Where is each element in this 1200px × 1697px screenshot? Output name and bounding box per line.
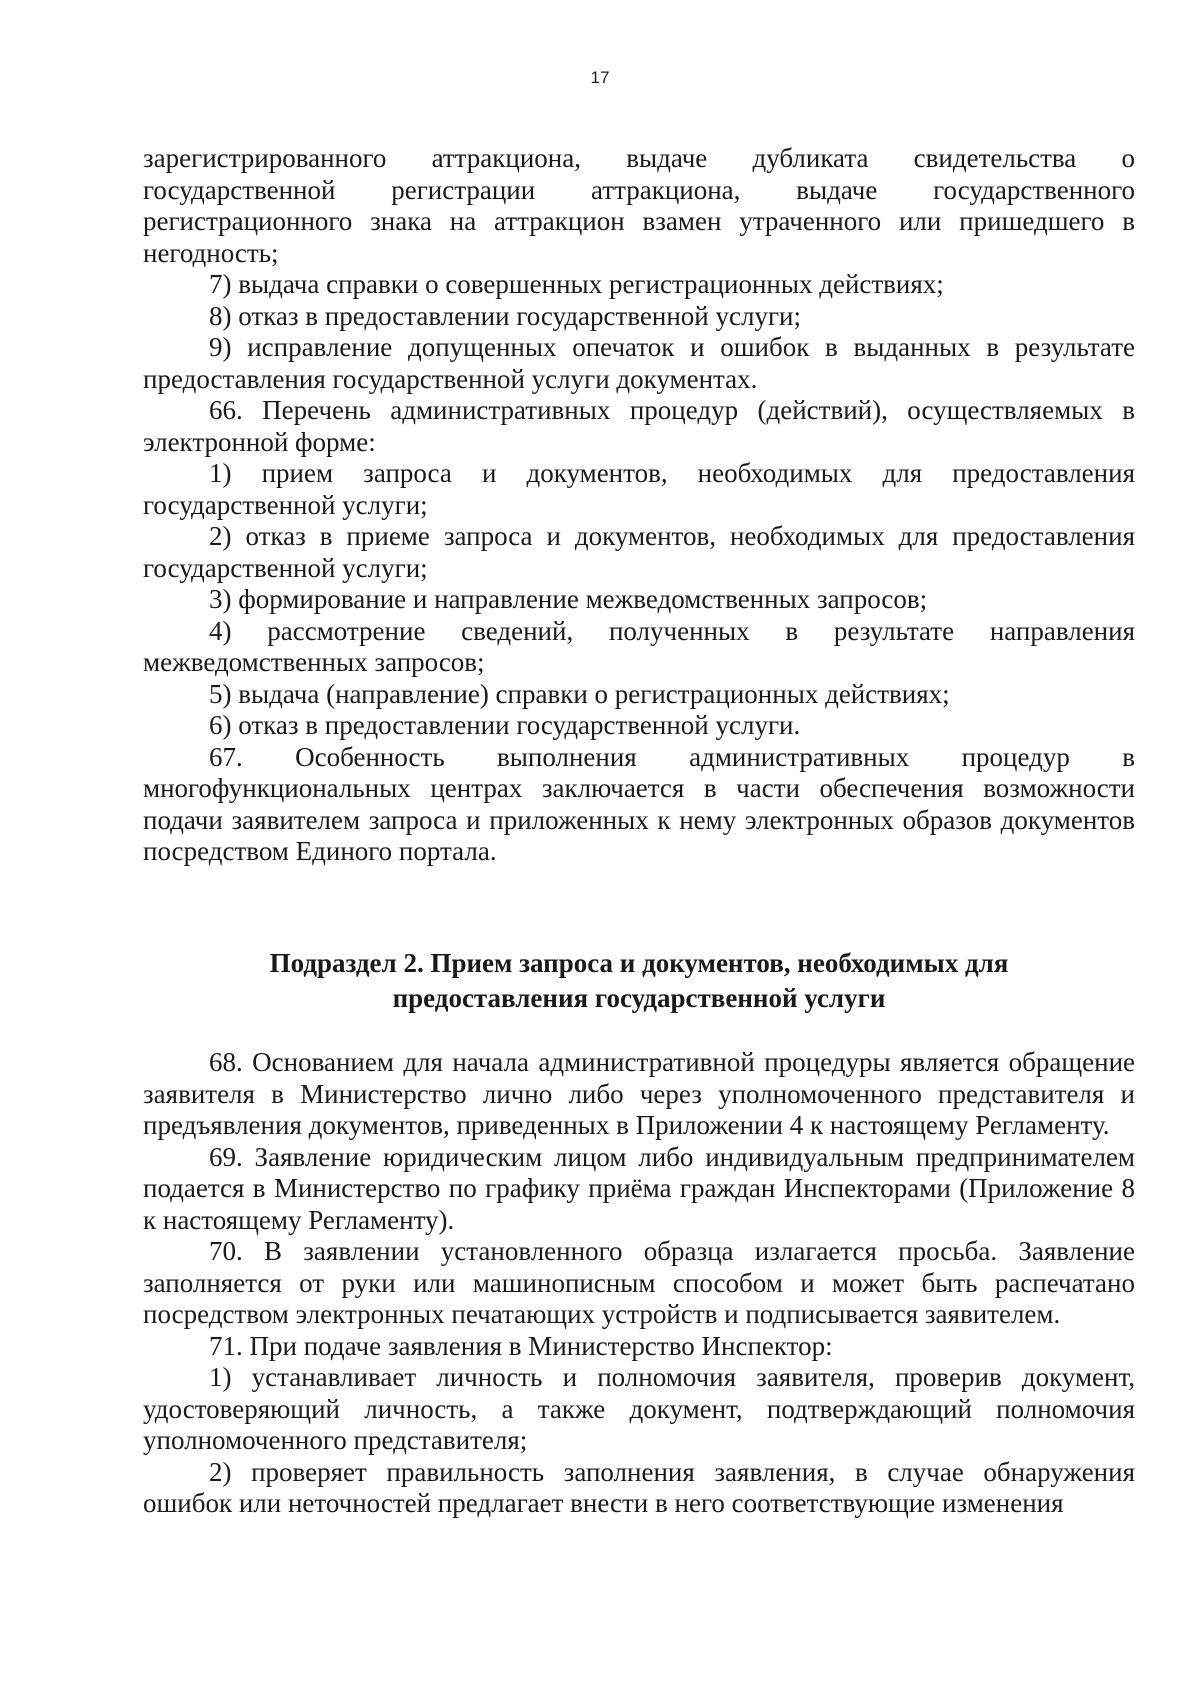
list-item-4: 4) рассмотрение сведений, полученных в результате направления межведомственных запросов; [143, 615, 1135, 677]
list-item-71-2: 2) проверяет правильность заполнения заявления, в случае обнаружения ошибок или неточностей предлагает внести в него соответствующие изменения [143, 1456, 1135, 1518]
paragraph-69: 69. Заявление юридическим лицом либо индивидуальным предпринимателем подается в Министерство по графику приёма граждан Инспекторами (Приложение 8 к настоящему Регламенту). [143, 1141, 1135, 1235]
list-item-8: 8) отказ в предоставлении государственной услуги; [209, 300, 801, 331]
subsection-heading [143, 946, 1135, 1016]
subsection-heading-line-1: Подраздел 2. Прием запроса и документов, необходимых для [269, 948, 1009, 978]
list-item-3: 3) формирование и направление межведомственных запросов; [209, 584, 928, 614]
bottom-text-block [143, 1047, 1135, 1520]
list-item-2: 2) отказ в приеме запроса и документов, необходимых для предоставления государственной услуги; [143, 521, 1135, 583]
list-item-5: 5) выдача (направление) справки о регистрационных действиях; [209, 678, 950, 709]
paragraph-66: 66. Перечень административных процедур (действий), осуществляемых в электронной форме: [143, 395, 1135, 457]
page-number: 17 [590, 68, 610, 87]
top-text-block [143, 143, 1135, 868]
paragraph-70: 70. В заявлении установленного образца излагается просьба. Заявление заполняется от руки или машинописным способом и может быть распечатано посредством электронных печатающих устройств и подписывается заявителем. [143, 1236, 1135, 1329]
paragraph-68: 68. Основанием для начала административной процедуры является обращение заявителя в Министерство лично либо через уполномоченного представителя и предъявления документов, приведенных в Приложении 4 к настоящему Регламенту. [143, 1047, 1135, 1140]
list-item-71-1: 1) устанавливает личность и полномочия заявителя, проверив документ, удостоверяющий личность, а также документ, подтверждающий полномочия уполномоченного представителя; [143, 1362, 1135, 1455]
subsection-heading-line-2: предоставления государственной услуги [392, 983, 886, 1013]
paragraph-71: 71. При подаче заявления в Министерство Инспектор: [209, 1330, 833, 1361]
list-item-7: 7) выдача справки о совершенных регистрационных действиях; [209, 269, 944, 299]
list-item-1: 1) прием запроса и документов, необходимых для предоставления государственной услуги; [143, 458, 1135, 520]
paragraph-continuation: зарегистрированного аттракциона, выдаче дубликата свидетельства о государственной регистрации аттракциона, выдаче государственного регистрационного знака на аттракцион взамен утраченного или пришедшего в негодность; [143, 143, 1135, 268]
list-item-9: 9) исправление допущенных опечаток и ошибок в выданных в результате предоставления государственной услуги документах. [143, 332, 1135, 394]
list-item-6: 6) отказ в предоставлении государственной услуги. [209, 710, 801, 740]
paragraph-67: 67. Особенность выполнения административных процедур в многофункциональных центрах заключается в части обеспечения возможности подачи заявителем запроса и приложенных к нему электронных образов документов посредством Единого портала. [143, 741, 1135, 866]
